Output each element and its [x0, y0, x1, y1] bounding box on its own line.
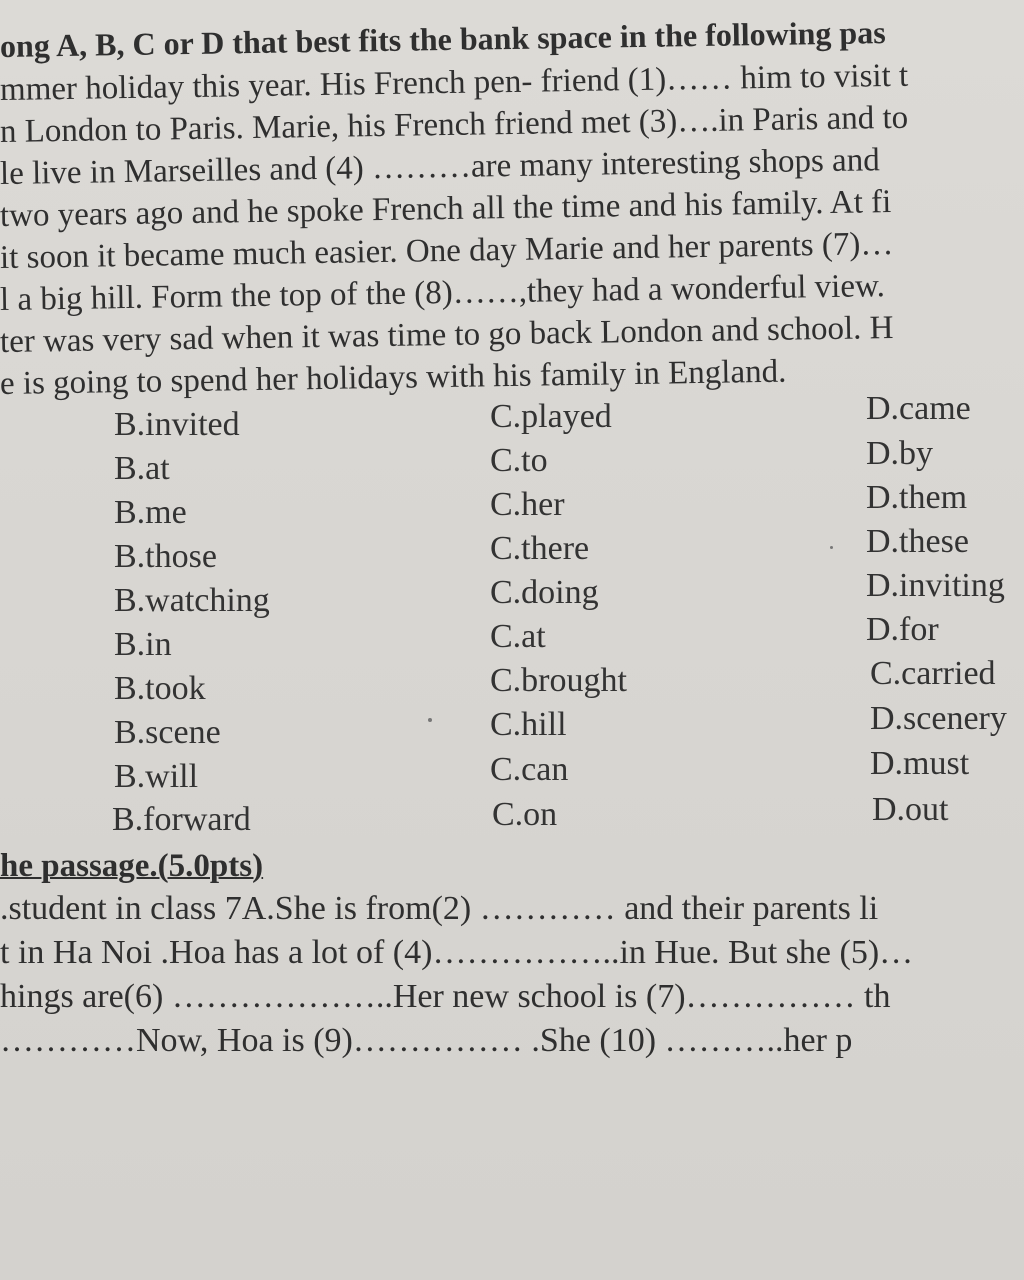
paper-speck	[830, 546, 833, 549]
option-6-d: D.for	[866, 611, 939, 648]
option-8-d: D.scenery	[870, 700, 1007, 737]
option-3-d: D.them	[866, 479, 968, 516]
option-10-b: B.forward	[112, 801, 251, 838]
option-4-b: B.those	[114, 538, 217, 575]
paper-speck	[428, 718, 432, 722]
section-2-line-1: .student in class 7A.She is from(2) ………… and their parents li	[0, 890, 879, 927]
option-1-c: C.played	[490, 398, 612, 435]
section-2-line-4: …………Now, Hoa is (9)…………… .She (10) ………..her p	[0, 1022, 853, 1059]
option-3-b: B.me	[114, 494, 187, 531]
passage-line-8: e is going to spend her holidays with his family in England.	[0, 353, 787, 402]
option-10-d: D.out	[872, 791, 949, 828]
option-9-d: D.must	[870, 745, 970, 782]
option-8-b: B.scene	[114, 714, 221, 751]
option-5-c: C.doing	[490, 574, 599, 611]
passage-line-5: it soon it became much easier. One day Marie and her parents (7)…	[0, 225, 894, 276]
passage-line-1: mmer holiday this year. His French pen- friend (1)…… him to visit t	[0, 57, 909, 108]
option-5-d: D.inviting	[866, 567, 1005, 604]
option-4-d: D.these	[866, 523, 969, 560]
passage-line-6: l a big hill. Form the top of the (8)……,they had a wonderful view.	[0, 268, 886, 318]
option-6-b: B.in	[114, 626, 172, 663]
option-2-d: D.by	[866, 435, 934, 472]
section-2-line-3: hings are(6) ………………..Her new school is (7)…………… th	[0, 978, 891, 1015]
option-5-b: B.watching	[114, 582, 270, 619]
section-2-line-2: t in Ha Noi .Hoa has a lot of (4)……………..in Hue. But she (5)…	[0, 934, 914, 971]
exercise-instruction: ong A, B, C or D that best fits the bank space in the following pas	[0, 14, 886, 64]
passage-line-2: n London to Paris. Marie, his French friend met (3)….in Paris and to	[0, 99, 909, 150]
option-2-b: B.at	[114, 450, 170, 487]
option-10-c: C.on	[492, 796, 558, 833]
option-7-b: B.took	[114, 670, 206, 707]
option-7-d: C.carried	[870, 655, 996, 692]
option-9-c: C.can	[490, 751, 569, 788]
option-3-c: C.her	[490, 486, 565, 523]
option-6-c: C.at	[490, 618, 546, 655]
option-4-c: C.there	[490, 530, 590, 567]
passage-line-3: le live in Marseilles and (4) ………are many interesting shops and	[0, 142, 880, 192]
option-1-d: D.came	[866, 390, 971, 427]
option-9-b: B.will	[114, 758, 199, 795]
passage-line-4: two years ago and he spoke French all the time and his family. At fi	[0, 184, 892, 234]
option-8-c: C.hill	[490, 706, 567, 743]
passage-line-7: ter was very sad when it was time to go back London and school. H	[0, 309, 894, 360]
option-2-c: C.to	[490, 442, 548, 479]
section-2-heading: he passage.(5.0pts)	[0, 848, 264, 884]
option-1-b: B.invited	[114, 406, 240, 443]
option-7-c: C.brought	[490, 662, 627, 699]
